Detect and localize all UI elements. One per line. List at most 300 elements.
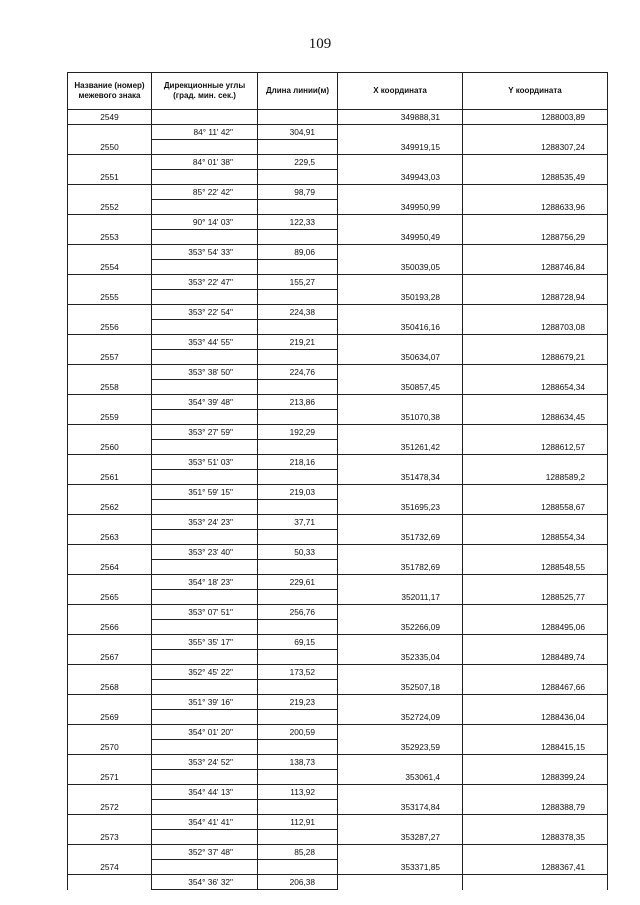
table-row-segment bbox=[68, 665, 608, 680]
empty-angle-cell bbox=[152, 110, 258, 125]
empty-y-cell bbox=[463, 725, 608, 740]
table-row-segment bbox=[68, 215, 608, 230]
line-length-cell: 50,33 bbox=[258, 545, 338, 560]
empty-angle-cell bbox=[152, 560, 258, 575]
y-coordinate-cell: 1288633,96 bbox=[463, 200, 608, 215]
empty-name-cell bbox=[68, 665, 152, 680]
x-coordinate-cell: 351695,23 bbox=[338, 500, 463, 515]
line-length-cell: 219,21 bbox=[258, 335, 338, 350]
line-length-cell: 200,59 bbox=[258, 725, 338, 740]
table-row-segment bbox=[68, 875, 608, 890]
y-coordinate-cell: 1288489,74 bbox=[463, 650, 608, 665]
empty-x-cell bbox=[338, 155, 463, 170]
empty-x-cell bbox=[338, 665, 463, 680]
line-length-cell: 173,52 bbox=[258, 665, 338, 680]
table-row-point bbox=[68, 680, 608, 695]
empty-length-cell bbox=[258, 200, 338, 215]
table-row-segment bbox=[68, 725, 608, 740]
empty-y-cell bbox=[463, 875, 608, 890]
y-coordinate-cell: 1288535,49 bbox=[463, 170, 608, 185]
direction-angle-cell: 84° 01' 38" bbox=[152, 155, 258, 170]
empty-length-cell bbox=[258, 470, 338, 485]
table-row-segment bbox=[68, 245, 608, 260]
direction-angle-cell: 352° 37' 48" bbox=[152, 845, 258, 860]
x-coordinate-cell: 349919,15 bbox=[338, 140, 463, 155]
table-row-point bbox=[68, 620, 608, 635]
empty-length-cell bbox=[258, 170, 338, 185]
table-row-point bbox=[68, 290, 608, 305]
empty-length-cell bbox=[258, 350, 338, 365]
empty-angle-cell bbox=[152, 230, 258, 245]
empty-name-cell bbox=[68, 125, 152, 140]
empty-length-cell bbox=[258, 560, 338, 575]
empty-x-cell bbox=[338, 545, 463, 560]
y-coordinate-cell: 1288415,15 bbox=[463, 740, 608, 755]
empty-name-cell bbox=[68, 275, 152, 290]
empty-name-cell bbox=[68, 545, 152, 560]
empty-angle-cell bbox=[152, 710, 258, 725]
empty-name-cell bbox=[68, 335, 152, 350]
table-row-segment bbox=[68, 425, 608, 440]
empty-length-cell bbox=[258, 380, 338, 395]
line-length-cell: 219,23 bbox=[258, 695, 338, 710]
empty-name-cell bbox=[68, 875, 152, 890]
table-row-point bbox=[68, 230, 608, 245]
direction-angle-cell: 351° 39' 16" bbox=[152, 695, 258, 710]
empty-angle-cell bbox=[152, 260, 258, 275]
empty-y-cell bbox=[463, 695, 608, 710]
direction-angle-cell: 351° 59' 15" bbox=[152, 485, 258, 500]
point-name-cell: 2558 bbox=[68, 380, 152, 395]
empty-x-cell bbox=[338, 425, 463, 440]
empty-name-cell bbox=[68, 245, 152, 260]
empty-length-cell bbox=[258, 260, 338, 275]
empty-name-cell bbox=[68, 185, 152, 200]
y-coordinate-cell: 1288746,84 bbox=[463, 260, 608, 275]
empty-x-cell bbox=[338, 365, 463, 380]
line-length-cell: 69,15 bbox=[258, 635, 338, 650]
x-coordinate-cell: 349943,03 bbox=[338, 170, 463, 185]
header-y: Y координата bbox=[463, 73, 608, 110]
empty-length-cell bbox=[258, 290, 338, 305]
empty-length-cell bbox=[258, 710, 338, 725]
empty-name-cell bbox=[68, 395, 152, 410]
direction-angle-cell: 353° 23' 40" bbox=[152, 545, 258, 560]
y-coordinate-cell: 1288679,21 bbox=[463, 350, 608, 365]
y-coordinate-cell: 1288467,66 bbox=[463, 680, 608, 695]
empty-x-cell bbox=[338, 455, 463, 470]
y-coordinate-cell: 1288367,41 bbox=[463, 860, 608, 875]
empty-angle-cell bbox=[152, 200, 258, 215]
line-length-cell: 155,27 bbox=[258, 275, 338, 290]
y-coordinate-cell: 1288548,55 bbox=[463, 560, 608, 575]
line-length-cell: 192,29 bbox=[258, 425, 338, 440]
line-length-cell: 89,06 bbox=[258, 245, 338, 260]
empty-angle-cell bbox=[152, 650, 258, 665]
direction-angle-cell: 353° 54' 33" bbox=[152, 245, 258, 260]
empty-length-cell bbox=[258, 110, 338, 125]
point-name-cell: 2563 bbox=[68, 530, 152, 545]
point-name-cell: 2554 bbox=[68, 260, 152, 275]
direction-angle-cell: 354° 44' 13" bbox=[152, 785, 258, 800]
x-coordinate-cell: 352507,18 bbox=[338, 680, 463, 695]
empty-name-cell bbox=[68, 305, 152, 320]
empty-y-cell bbox=[463, 545, 608, 560]
empty-y-cell bbox=[463, 755, 608, 770]
empty-name-cell bbox=[68, 155, 152, 170]
empty-x-cell bbox=[338, 845, 463, 860]
empty-angle-cell bbox=[152, 380, 258, 395]
empty-angle-cell bbox=[152, 860, 258, 875]
empty-x-cell bbox=[338, 605, 463, 620]
table-row-segment bbox=[68, 815, 608, 830]
empty-angle-cell bbox=[152, 500, 258, 515]
empty-name-cell bbox=[68, 425, 152, 440]
table-row-point bbox=[68, 650, 608, 665]
empty-y-cell bbox=[463, 845, 608, 860]
point-name-cell: 2559 bbox=[68, 410, 152, 425]
empty-length-cell bbox=[258, 140, 338, 155]
direction-angle-cell: 354° 41' 41" bbox=[152, 815, 258, 830]
direction-angle-cell: 354° 01' 20" bbox=[152, 725, 258, 740]
line-length-cell: 224,38 bbox=[258, 305, 338, 320]
line-length-cell: 122,33 bbox=[258, 215, 338, 230]
table-row-segment bbox=[68, 455, 608, 470]
direction-angle-cell: 85° 22' 42" bbox=[152, 185, 258, 200]
x-coordinate-cell: 353174,84 bbox=[338, 800, 463, 815]
empty-angle-cell bbox=[152, 440, 258, 455]
point-name-cell: 2565 bbox=[68, 590, 152, 605]
x-coordinate-cell: 349950,99 bbox=[338, 200, 463, 215]
direction-angle-cell: 353° 38' 50" bbox=[152, 365, 258, 380]
table-row-point bbox=[68, 140, 608, 155]
point-name-cell: 2564 bbox=[68, 560, 152, 575]
empty-y-cell bbox=[463, 635, 608, 650]
empty-name-cell bbox=[68, 725, 152, 740]
empty-y-cell bbox=[463, 275, 608, 290]
y-coordinate-cell: 1288612,57 bbox=[463, 440, 608, 455]
empty-length-cell bbox=[258, 440, 338, 455]
point-name-cell: 2568 bbox=[68, 680, 152, 695]
empty-y-cell bbox=[463, 155, 608, 170]
x-coordinate-cell: 350857,45 bbox=[338, 380, 463, 395]
table-row-segment bbox=[68, 845, 608, 860]
empty-y-cell bbox=[463, 515, 608, 530]
empty-length-cell bbox=[258, 650, 338, 665]
empty-x-cell bbox=[338, 785, 463, 800]
x-coordinate-cell: 352011,17 bbox=[338, 590, 463, 605]
table-row-point bbox=[68, 710, 608, 725]
line-length-cell: 113,92 bbox=[258, 785, 338, 800]
table-row-point bbox=[68, 200, 608, 215]
table-row-point bbox=[68, 590, 608, 605]
table-row-segment bbox=[68, 635, 608, 650]
empty-length-cell bbox=[258, 770, 338, 785]
empty-angle-cell bbox=[152, 170, 258, 185]
table-row-segment bbox=[68, 575, 608, 590]
y-coordinate-cell: 1288634,45 bbox=[463, 410, 608, 425]
direction-angle-cell: 354° 18' 23" bbox=[152, 575, 258, 590]
direction-angle-cell: 84° 11' 42" bbox=[152, 125, 258, 140]
header-name: Название (номер) межевого знака bbox=[68, 73, 152, 110]
line-length-cell: 37,71 bbox=[258, 515, 338, 530]
table-row-segment bbox=[68, 605, 608, 620]
table-row-point bbox=[68, 410, 608, 425]
direction-angle-cell: 352° 45' 22" bbox=[152, 665, 258, 680]
empty-x-cell bbox=[338, 245, 463, 260]
point-name-cell: 2569 bbox=[68, 710, 152, 725]
empty-angle-cell bbox=[152, 350, 258, 365]
empty-angle-cell bbox=[152, 620, 258, 635]
table-row-segment bbox=[68, 305, 608, 320]
point-name-cell: 2553 bbox=[68, 230, 152, 245]
table-row-point bbox=[68, 110, 608, 125]
empty-y-cell bbox=[463, 425, 608, 440]
line-length-cell: 206,38 bbox=[258, 875, 338, 890]
line-length-cell: 229,5 bbox=[258, 155, 338, 170]
page-number: 109 bbox=[308, 36, 332, 52]
line-length-cell: 229,61 bbox=[258, 575, 338, 590]
line-length-cell: 138,73 bbox=[258, 755, 338, 770]
x-coordinate-cell: 352266,09 bbox=[338, 620, 463, 635]
empty-x-cell bbox=[338, 305, 463, 320]
x-coordinate-cell: 350039,05 bbox=[338, 260, 463, 275]
y-coordinate-cell: 1288399,24 bbox=[463, 770, 608, 785]
line-length-cell: 85,28 bbox=[258, 845, 338, 860]
x-coordinate-cell: 349888,31 bbox=[338, 110, 463, 125]
table-row-point bbox=[68, 320, 608, 335]
empty-x-cell bbox=[338, 755, 463, 770]
direction-angle-cell: 355° 35' 17" bbox=[152, 635, 258, 650]
table-header bbox=[68, 73, 608, 110]
empty-name-cell bbox=[68, 515, 152, 530]
empty-name-cell bbox=[68, 215, 152, 230]
coordinates-table-container bbox=[67, 72, 607, 890]
empty-length-cell bbox=[258, 500, 338, 515]
table-row-point bbox=[68, 560, 608, 575]
point-name-cell: 2574 bbox=[68, 860, 152, 875]
empty-y-cell bbox=[463, 335, 608, 350]
empty-length-cell bbox=[258, 320, 338, 335]
table-body bbox=[68, 110, 608, 890]
empty-angle-cell bbox=[152, 320, 258, 335]
table-row-segment bbox=[68, 755, 608, 770]
empty-x-cell bbox=[338, 485, 463, 500]
point-name-cell: 2552 bbox=[68, 200, 152, 215]
point-name-cell: 2572 bbox=[68, 800, 152, 815]
empty-angle-cell bbox=[152, 770, 258, 785]
line-length-cell: 256,76 bbox=[258, 605, 338, 620]
table-row-segment bbox=[68, 155, 608, 170]
header-length: Длина линии(м) bbox=[258, 73, 338, 110]
point-name-cell: 2556 bbox=[68, 320, 152, 335]
point-name-cell: 2567 bbox=[68, 650, 152, 665]
empty-y-cell bbox=[463, 125, 608, 140]
x-coordinate-cell: 349950,49 bbox=[338, 230, 463, 245]
empty-length-cell bbox=[258, 530, 338, 545]
empty-x-cell bbox=[338, 335, 463, 350]
direction-angle-cell: 353° 24' 52" bbox=[152, 755, 258, 770]
x-coordinate-cell: 353061,4 bbox=[338, 770, 463, 785]
table-row-segment bbox=[68, 365, 608, 380]
point-name-cell: 2555 bbox=[68, 290, 152, 305]
empty-y-cell bbox=[463, 395, 608, 410]
empty-y-cell bbox=[463, 605, 608, 620]
empty-x-cell bbox=[338, 515, 463, 530]
line-length-cell: 304,91 bbox=[258, 125, 338, 140]
y-coordinate-cell: 1288589,2 bbox=[463, 470, 608, 485]
empty-y-cell bbox=[463, 455, 608, 470]
point-name-cell: 2551 bbox=[68, 170, 152, 185]
table-row-point bbox=[68, 350, 608, 365]
y-coordinate-cell: 1288495,06 bbox=[463, 620, 608, 635]
y-coordinate-cell: 1288558,67 bbox=[463, 500, 608, 515]
table-row-point bbox=[68, 470, 608, 485]
table-row-segment bbox=[68, 785, 608, 800]
point-name-cell: 2571 bbox=[68, 770, 152, 785]
table-row-segment bbox=[68, 695, 608, 710]
empty-angle-cell bbox=[152, 830, 258, 845]
table-row-point bbox=[68, 860, 608, 875]
point-name-cell: 2570 bbox=[68, 740, 152, 755]
table-row-segment bbox=[68, 485, 608, 500]
y-coordinate-cell: 1288703,08 bbox=[463, 320, 608, 335]
point-name-cell: 2561 bbox=[68, 470, 152, 485]
table-row-point bbox=[68, 530, 608, 545]
point-name-cell: 2549 bbox=[68, 110, 152, 125]
empty-length-cell bbox=[258, 800, 338, 815]
empty-length-cell bbox=[258, 860, 338, 875]
empty-y-cell bbox=[463, 785, 608, 800]
y-coordinate-cell: 1288388,79 bbox=[463, 800, 608, 815]
x-coordinate-cell: 352923,59 bbox=[338, 740, 463, 755]
empty-angle-cell bbox=[152, 800, 258, 815]
line-length-cell: 219,03 bbox=[258, 485, 338, 500]
point-name-cell: 2550 bbox=[68, 140, 152, 155]
empty-x-cell bbox=[338, 185, 463, 200]
empty-x-cell bbox=[338, 575, 463, 590]
empty-y-cell bbox=[463, 665, 608, 680]
y-coordinate-cell: 1288307,24 bbox=[463, 140, 608, 155]
empty-angle-cell bbox=[152, 590, 258, 605]
y-coordinate-cell: 1288436,04 bbox=[463, 710, 608, 725]
empty-length-cell bbox=[258, 410, 338, 425]
empty-name-cell bbox=[68, 695, 152, 710]
table-row-segment bbox=[68, 185, 608, 200]
empty-angle-cell bbox=[152, 290, 258, 305]
table-row-segment bbox=[68, 545, 608, 560]
empty-y-cell bbox=[463, 485, 608, 500]
direction-angle-cell: 353° 22' 47" bbox=[152, 275, 258, 290]
empty-y-cell bbox=[463, 185, 608, 200]
x-coordinate-cell: 351070,38 bbox=[338, 410, 463, 425]
empty-name-cell bbox=[68, 785, 152, 800]
direction-angle-cell: 353° 22' 54" bbox=[152, 305, 258, 320]
empty-y-cell bbox=[463, 365, 608, 380]
empty-length-cell bbox=[258, 620, 338, 635]
point-name-cell: 2573 bbox=[68, 830, 152, 845]
direction-angle-cell: 353° 44' 55" bbox=[152, 335, 258, 350]
x-coordinate-cell: 351732,69 bbox=[338, 530, 463, 545]
empty-x-cell bbox=[338, 725, 463, 740]
table-row-segment bbox=[68, 395, 608, 410]
empty-name-cell bbox=[68, 635, 152, 650]
y-coordinate-cell: 1288728,94 bbox=[463, 290, 608, 305]
empty-length-cell bbox=[258, 230, 338, 245]
empty-name-cell bbox=[68, 815, 152, 830]
empty-x-cell bbox=[338, 815, 463, 830]
x-coordinate-cell: 352335,04 bbox=[338, 650, 463, 665]
empty-name-cell bbox=[68, 845, 152, 860]
empty-angle-cell bbox=[152, 140, 258, 155]
x-coordinate-cell: 351782,69 bbox=[338, 560, 463, 575]
header-angle: Дирекционные углы (град. мин. сек.) bbox=[152, 73, 258, 110]
empty-x-cell bbox=[338, 875, 463, 890]
empty-length-cell bbox=[258, 830, 338, 845]
empty-name-cell bbox=[68, 455, 152, 470]
line-length-cell: 213,86 bbox=[258, 395, 338, 410]
empty-x-cell bbox=[338, 695, 463, 710]
line-length-cell: 112,91 bbox=[258, 815, 338, 830]
x-coordinate-cell: 350193,28 bbox=[338, 290, 463, 305]
point-name-cell: 2557 bbox=[68, 350, 152, 365]
y-coordinate-cell: 1288554,34 bbox=[463, 530, 608, 545]
x-coordinate-cell: 353371,85 bbox=[338, 860, 463, 875]
coordinates-table bbox=[67, 72, 608, 890]
table-row-point bbox=[68, 440, 608, 455]
empty-angle-cell bbox=[152, 410, 258, 425]
x-coordinate-cell: 351261,42 bbox=[338, 440, 463, 455]
empty-x-cell bbox=[338, 275, 463, 290]
table-row-point bbox=[68, 740, 608, 755]
y-coordinate-cell: 1288654,34 bbox=[463, 380, 608, 395]
y-coordinate-cell: 1288378,35 bbox=[463, 830, 608, 845]
empty-y-cell bbox=[463, 815, 608, 830]
direction-angle-cell: 354° 39' 48" bbox=[152, 395, 258, 410]
empty-x-cell bbox=[338, 125, 463, 140]
table-row-point bbox=[68, 500, 608, 515]
y-coordinate-cell: 1288756,29 bbox=[463, 230, 608, 245]
x-coordinate-cell: 351478,34 bbox=[338, 470, 463, 485]
empty-length-cell bbox=[258, 740, 338, 755]
table-row-point bbox=[68, 260, 608, 275]
y-coordinate-cell: 1288525,77 bbox=[463, 590, 608, 605]
direction-angle-cell: 90° 14' 03" bbox=[152, 215, 258, 230]
empty-angle-cell bbox=[152, 740, 258, 755]
direction-angle-cell: 354° 36' 32" bbox=[152, 875, 258, 890]
empty-name-cell bbox=[68, 575, 152, 590]
empty-name-cell bbox=[68, 485, 152, 500]
empty-x-cell bbox=[338, 395, 463, 410]
table-row-point bbox=[68, 380, 608, 395]
table-row-point bbox=[68, 830, 608, 845]
line-length-cell: 224,76 bbox=[258, 365, 338, 380]
empty-angle-cell bbox=[152, 680, 258, 695]
direction-angle-cell: 353° 27' 59" bbox=[152, 425, 258, 440]
empty-y-cell bbox=[463, 215, 608, 230]
table-row-point bbox=[68, 170, 608, 185]
empty-x-cell bbox=[338, 635, 463, 650]
direction-angle-cell: 353° 24' 23" bbox=[152, 515, 258, 530]
empty-x-cell bbox=[338, 215, 463, 230]
empty-angle-cell bbox=[152, 530, 258, 545]
empty-name-cell bbox=[68, 755, 152, 770]
point-name-cell: 2566 bbox=[68, 620, 152, 635]
x-coordinate-cell: 352724,09 bbox=[338, 710, 463, 725]
table-row-segment bbox=[68, 335, 608, 350]
empty-y-cell bbox=[463, 245, 608, 260]
empty-length-cell bbox=[258, 680, 338, 695]
